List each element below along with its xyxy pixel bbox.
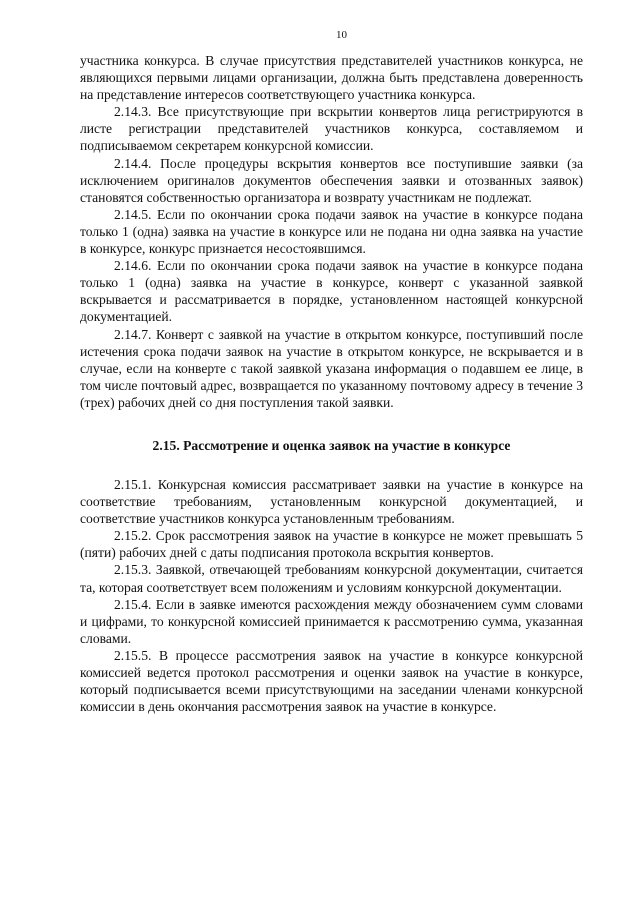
paragraph-2-14-7: 2.14.7. Конверт с заявкой на участие в открытом конкурсе, поступивший после истечения срока подачи заявок на участие в открытом конкурсе, не вскрывается и в случае, если на конверте с такой заявкой указана информация о подавшем ее лице, в том числе почтовый адрес, возвращается по указанному почтовому адресу в течение 3 (трех) рабочих дней со дня поступления такой заявки.: [80, 326, 583, 410]
page-number: 10: [336, 29, 347, 41]
paragraph-continuation: участника конкурса. В случае присутствия представителей участников конкурса, не являющихся первыми лицами организации, должна быть представлена доверенность на представление интересов соответствующего участника конкурса.: [80, 53, 583, 103]
paragraph-2-15-2: 2.15.2. Срок рассмотрения заявок на участие в конкурсе не может превышать 5 (пяти) рабочих дней с даты подписания протокола вскрытия конвертов.: [80, 528, 583, 561]
paragraph-2-14-6: 2.14.6. Если по окончании срока подачи заявок на участие в конкурсе подана только 1 (одна) заявка на участие в конкурсе, конверт с указанной заявкой вскрывается и рассматривается в порядке, установленном настоящей конкурсной документацией.: [80, 258, 583, 325]
paragraph-2-14-3: 2.14.3. Все присутствующие при вскрытии конвертов лица регистрируются в листе регистрации представителей участников конкурса, составляемом и подписываемом секретарем конкурсной комиссии.: [80, 104, 583, 154]
paragraph-2-15-4: 2.15.4. Если в заявке имеются расхождения между обозначением сумм словами и цифрами, то конкурсной комиссией принимается к рассмотрению сумма, указанная словами.: [80, 596, 583, 646]
section-heading: 2.15. Рассмотрение и оценка заявок на участие в конкурсе: [152, 437, 511, 453]
paragraph-2-15-1: 2.15.1. Конкурсная комиссия рассматривает заявки на участие в конкурсе на соответствие требованиям, установленным конкурсной документацией, и соответствие участников конкурса установленным требованиям.: [80, 476, 583, 527]
paragraph-2-14-5: 2.14.5. Если по окончании срока подачи заявок на участие в конкурсе подана только 1 (одна) заявка на участие в конкурсе или не подана ни одна заявка на участие в конкурсе, конкурс признается несостоявшимся.: [80, 206, 583, 257]
paragraph-2-14-4: 2.14.4. После процедуры вскрытия конвертов все поступившие заявки (за исключением оригиналов документов обеспечения заявки и отозванных заявок) становятся собственностью организатора и возврату участникам не подлежат.: [80, 155, 583, 205]
paragraph-2-15-3: 2.15.3. Заявкой, отвечающей требованиям конкурсной документации, считается та, которая соответствует всем положениям и условиям конкурсной документации.: [80, 562, 583, 595]
paragraph-2-15-5: 2.15.5. В процессе рассмотрения заявок на участие в конкурсе конкурсной комиссией ведется протокол рассмотрения и оценки заявок на участие в конкурсе, который подписывается всеми присутствующими на заседании членами конкурсной комиссии в день окончания рассмотрения заявок на участие в конкурсе.: [80, 647, 583, 715]
